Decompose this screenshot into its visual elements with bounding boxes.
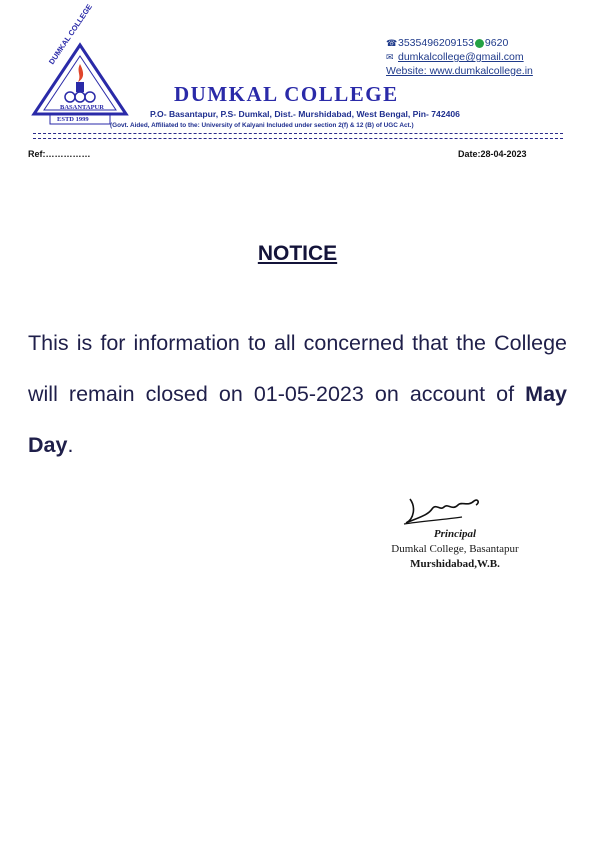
- signatory-line-1: Dumkal College, Basantapur: [391, 543, 519, 555]
- college-logo: [30, 2, 130, 132]
- whatsapp-number: 9620: [484, 37, 509, 49]
- logo-estd: ESTD 1999: [57, 116, 89, 123]
- college-address: P.O- Basantapur, P.S- Dumkal, Dist.- Murshidabad, West Bengal, Pin- 742406: [150, 109, 460, 119]
- header-divider: [33, 133, 563, 139]
- logo-arc-text: DUMKAL COLLEGE: [47, 2, 94, 67]
- signatory-title: Principal: [433, 528, 477, 540]
- college-name: DUMKAL COLLEGE: [174, 82, 399, 106]
- email-link[interactable]: dumkalcollege@gmail.com: [398, 51, 524, 63]
- principal-signature: [402, 493, 492, 529]
- signatory-block: [380, 527, 530, 572]
- college-affiliation: (Govt. Aided, Affiliated to the: University of Kalyani Included under section 2(f) & 12 (B) of UGC Act.): [110, 122, 414, 129]
- notice-body-end: .: [67, 433, 74, 457]
- website-row: [386, 64, 533, 78]
- phone-row: [386, 36, 533, 50]
- contact-block: [386, 36, 533, 78]
- notice-body-text: This is for information to all concerned that the College will remain closed on 01-05-2023 on account of: [28, 331, 567, 406]
- notice-title: NOTICE: [257, 242, 338, 265]
- mail-icon: ✉: [386, 52, 394, 62]
- email-row: [386, 50, 533, 64]
- website-link[interactable]: Website: www.dumkalcollege.in: [386, 65, 533, 77]
- phone-number: 3535496209153: [398, 37, 474, 49]
- signatory-line-2: Murshidabad,W.B.: [410, 558, 500, 570]
- notice-body-highlight: May Day: [28, 382, 567, 457]
- signature-graphic: [402, 493, 492, 529]
- notice-body: [28, 318, 567, 471]
- whatsapp-icon: [475, 39, 484, 48]
- phone-icon: ☎: [386, 38, 398, 48]
- reference-number: Ref:……………: [28, 149, 91, 159]
- notice-date: Date:28-04-2023: [458, 149, 527, 159]
- logo-place: BASANTAPUR: [60, 104, 104, 111]
